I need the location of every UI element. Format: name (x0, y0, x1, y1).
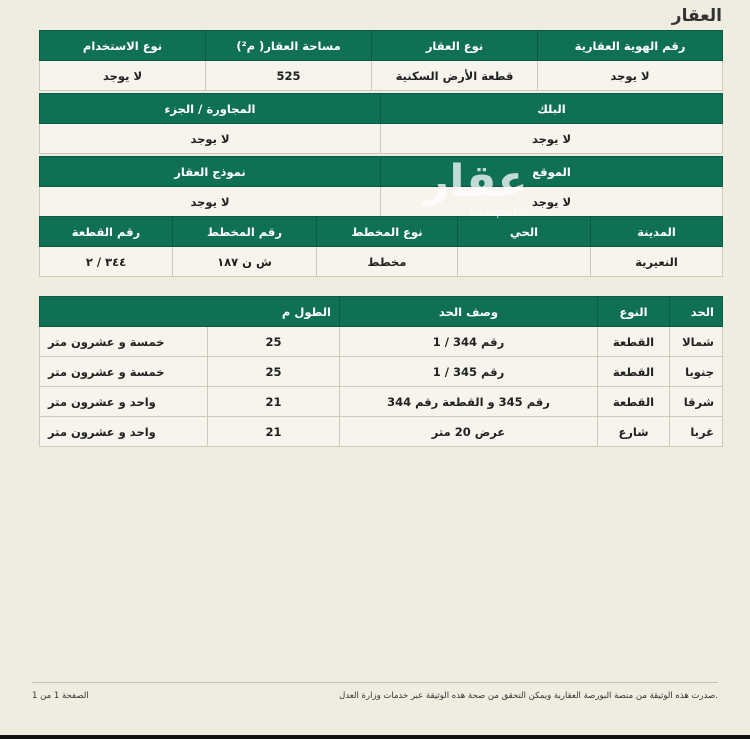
table-row (40, 327, 723, 357)
value-location: لا يوجد (381, 187, 723, 217)
value-city: النعيرية (591, 247, 723, 277)
plan-table (39, 216, 723, 277)
boundary-side: شرقا (670, 387, 723, 417)
footer-note: صدرت هذه الوثيقة من منصة البورصة العقارية ويمكن التحقق من صحة هذه الوثيقة عبر خدمات وزارة العدل. (339, 691, 718, 701)
page-number: الصفحة 1 من 1 (32, 691, 89, 701)
length-value: 25 (208, 327, 340, 357)
value-district (458, 247, 591, 277)
boundary-type: القطعة (598, 357, 670, 387)
block-table (39, 93, 723, 154)
header-neighborhood-part: المجاورة / الجزء (40, 94, 381, 124)
header-length: الطول م (40, 297, 340, 327)
page-title: العقار (671, 6, 722, 26)
header-district: الحي (458, 217, 591, 247)
value-neighborhood-part: لا يوجد (40, 124, 381, 154)
watermark-logo-text: عقار (424, 156, 528, 207)
header-location: الموقع (381, 157, 723, 187)
page-footer (32, 682, 718, 701)
table-row (40, 357, 723, 387)
table-row (40, 387, 723, 417)
value-property-id: لا يوجد (538, 61, 723, 91)
header-type: النوع (598, 297, 670, 327)
boundary-type: شارع (598, 417, 670, 447)
header-side: الحد (670, 297, 723, 327)
length-value: 21 (208, 387, 340, 417)
value-block: لا يوجد (381, 124, 723, 154)
property-info-table (39, 30, 723, 91)
location-table (39, 156, 723, 217)
boundary-description: رقم 345 / 1 (340, 357, 598, 387)
boundary-side: غربا (670, 417, 723, 447)
boundaries-table (39, 296, 723, 447)
header-plan-number: رقم المخطط (173, 217, 317, 247)
header-plan-type: نوع المخطط (317, 217, 458, 247)
value-usage-type: لا يوجد (40, 61, 206, 91)
watermark-url: sa.aqar.fm (469, 206, 528, 219)
length-text: واحد و عشرون متر (40, 387, 208, 417)
value-area: 525 (206, 61, 372, 91)
boundary-description: رقم 344 / 1 (340, 327, 598, 357)
header-property-id: رقم الهوية العقارية (538, 31, 723, 61)
boundary-type: القطعة (598, 387, 670, 417)
value-plan-number: ش ن ١٨٧ (173, 247, 317, 277)
header-description: وصف الحد (340, 297, 598, 327)
header-city: المدينة (591, 217, 723, 247)
value-plan-type: مخطط (317, 247, 458, 277)
boundary-description: رقم 345 و القطعة رقم 344 (340, 387, 598, 417)
header-block: البلك (381, 94, 723, 124)
length-value: 21 (208, 417, 340, 447)
value-plot-number: ٣٤٤ / ٢ (40, 247, 173, 277)
boundary-side: شمالا (670, 327, 723, 357)
header-property-type: نوع العقار (372, 31, 538, 61)
header-property-model: نموذج العقار (40, 157, 381, 187)
header-usage-type: نوع الاستخدام (40, 31, 206, 61)
length-value: 25 (208, 357, 340, 387)
boundary-description: عرض 20 متر (340, 417, 598, 447)
table-row (40, 417, 723, 447)
value-property-type: قطعة الأرض السكنية (372, 61, 538, 91)
header-area: مساحة العقار( م²) (206, 31, 372, 61)
bottom-edge (0, 735, 750, 739)
length-text: واحد و عشرون متر (40, 417, 208, 447)
boundary-side: جنوبا (670, 357, 723, 387)
boundary-type: القطعة (598, 327, 670, 357)
header-plot-number: رقم القطعة (40, 217, 173, 247)
length-text: خمسة و عشرون متر (40, 357, 208, 387)
length-text: خمسة و عشرون متر (40, 327, 208, 357)
value-property-model: لا يوجد (40, 187, 381, 217)
